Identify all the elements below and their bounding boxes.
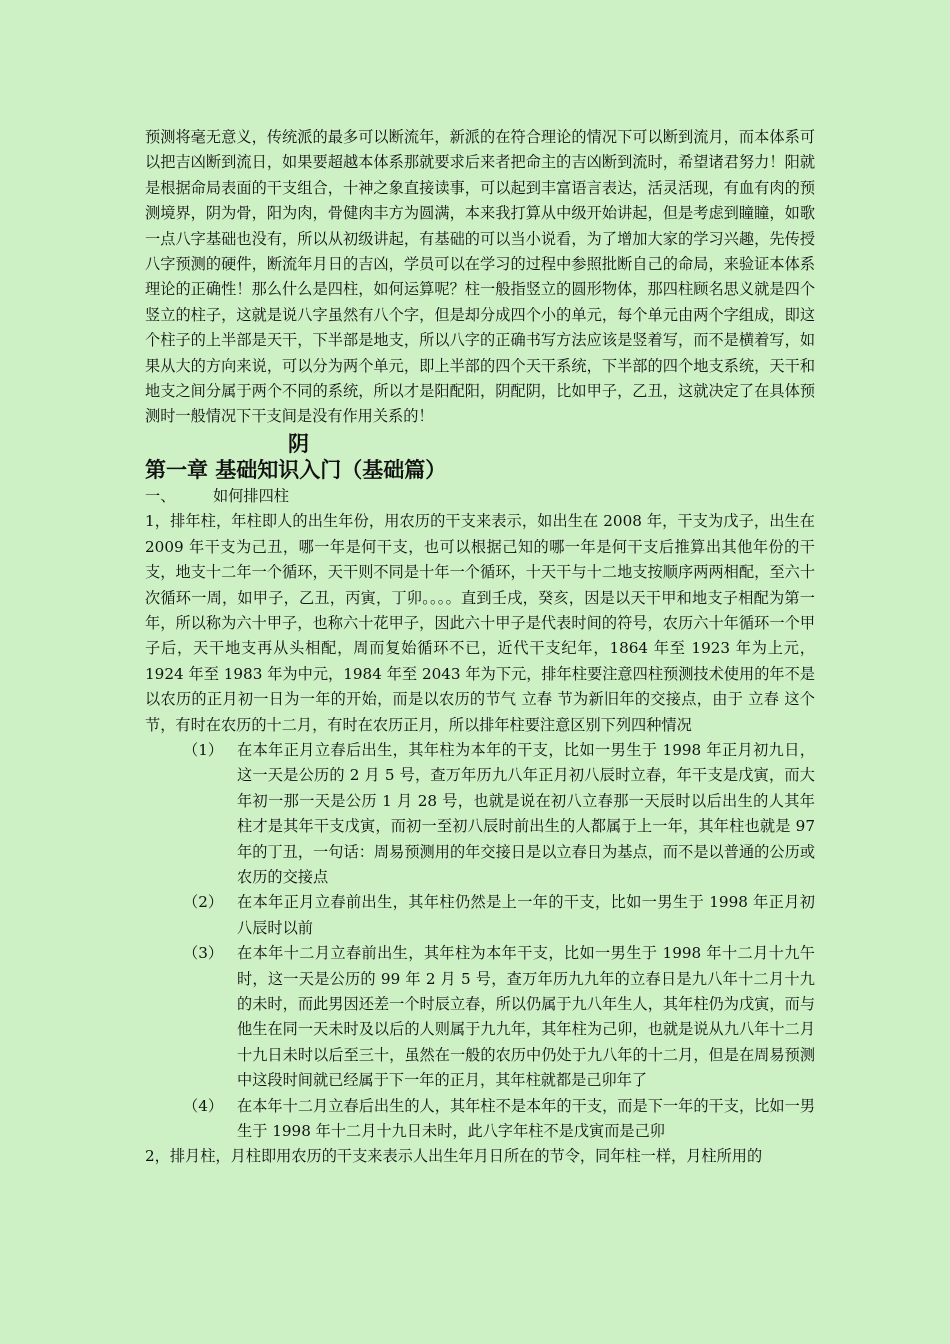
case-list [145,738,815,1145]
section-heading [145,484,815,509]
list-item [145,890,815,941]
section-number: 一、 [145,486,176,505]
list-item [145,1094,815,1145]
list-item-number: （2） [183,893,224,912]
list-item-number: （1） [183,740,224,759]
list-item-number: （3） [183,944,224,963]
section-title: 如何排四柱 [213,486,289,505]
yin-heading: 阴 [288,430,309,456]
list-item-text: 在本年正月立春前出生，其年柱仍然是上一年的干支，比如一男生于 1998 年正月初八辰时以前 [237,893,815,937]
list-item-number: （4） [183,1096,224,1115]
chapter-title: 第一章 基础知识入门（基础篇） [145,456,447,482]
month-pillar-paragraph: 2，排月柱，月柱即用农历的干支来表示人出生年月日所在的节令，同年柱一样，月柱所用的 [145,1147,763,1166]
list-item [145,941,815,1093]
list-item-text: 在本年十二月立春后出生的人，其年柱不是本年的干支，而是下一年的干支，比如一男生于 1998 年十二月十九日未时，此八字年柱不是戊寅而是己卯 [237,1096,815,1141]
list-item [145,738,815,890]
intro-paragraph: 预测将毫无意义，传统派的最多可以断流年，新派的在符合理论的情况下可以断到流月，而本体系可以把吉凶断到流日，如果要超越本体系那就要求后来者把命主的吉凶断到流时，希望诸君努力！阳就是根据命局表面的干支组合，十神之象直接读事，可以起到丰富语言表达，活灵活现，有血有肉的预测境界，阴为骨，阳为肉，骨健肉丰方为圆满，本来我打算从中级开始讲起，但是考虑到瞳瞳，如歌一点八字基础也没有，所以从初级讲起，有基础的可以当小说看，为了增加大家的学习兴趣，先传授八字预测的硬件，断流年月日的吉凶，学员可以在学习的过程中参照批断自己的命局，来验证本体系理论的正确性！那么什么是四柱，如何运算呢？柱一般指竖立的圆形物体，那四柱顾名思义就是四个竖立的柱子，这就是说八字虽然有八个字，但是却分成四个小的单元，每个单元由两个字组成，即这个柱子的上半部是天干，下半部是地支，所以八字的正确书写方法应该是竖着写，而不是横着写，如果从大的方向来说，可以分为两个单元，即上半部的四个天干系统，下半部的四个地支系统，天干和地支之间分属于两个不同的系统，所以才是阳配阳，阴配阴，比如甲子，乙丑，这就决定了在具体预测时一般情况下干支间是没有作用关系的！ [145,128,815,426]
list-item-text: 在本年正月立春后出生，其年柱为本年的干支，比如一男生于 1998 年正月初九日，这一天是公历的 2 月 5 号，查万年历九八年正月初八辰时立春，年干支是戊寅，而大年初一那一天是公历 1 月 28 号，也就是说在初八立春那一天辰时以后出生的人其年柱才是其年干支戊寅，而初一至初八辰时前出生的人都属于上一年，其年柱也就是 97 年的丁丑，一句话：周易预测用的年交接日是以立春日为基点，而不是以普通的公历或农历的交接点 [237,740,815,886]
list-item-text: 在本年十二月立春前出生，其年柱为本年干支，比如一男生于 1998 年十二月十九午时，这一天是公历的 99 年 2 月 5 号，查万年历九九年的立春日是九八年十二月十九的未时，而此男因还差一个时辰立春，所以仍属于九八年生人，其年柱仍为戊寅，而与他生在同一天未时及以后的人则属于九九年，其年柱为己卯，也就是说从九八年十二月十九日未时以后至三十，虽然在一般的农历中仍处于九八年的十二月，但是在周易预测中这段时间就已经属于下一年的正月，其年柱就都是己卯年了 [237,944,815,1090]
document-content [145,125,815,1170]
year-pillar-paragraph: 1，排年柱，年柱即人的出生年份，用农历的干支来表示，如出生在 2008 年，干支为戊子，出生在 2009 年干支为己丑，哪一年是何干支，也可以根据己知的哪一年是何干支后推算出其他年份的干支，地支十二年一个循环，天干则不同是十年一个循环，十天干与十二地支按顺序两两相配，至六十次循环一周，如甲子，乙丑，丙寅，丁卯。。。。直到壬戌，癸亥，因是以天干甲和地支子相配为第一年，所以称为六十甲子，也称六十花甲子，因此六十甲子是代表时间的符号，农历六十年循环一个甲子后，天干地支再从头相配，周而复始循环不已，近代干支纪年，1864 年至 1923 年为上元，1924 年至 1983 年为中元，1984 年至 2043 年为下元，排年柱要注意四柱预测技术使用的年不是以农历的正月初一日为一年的开始，而是以农历的节气 立春 节为新旧年的交接点，由于 立春 这个节，有时在农历的十二月，有时在农历正月，所以排年柱要注意区别下列四种情况 [145,512,815,734]
